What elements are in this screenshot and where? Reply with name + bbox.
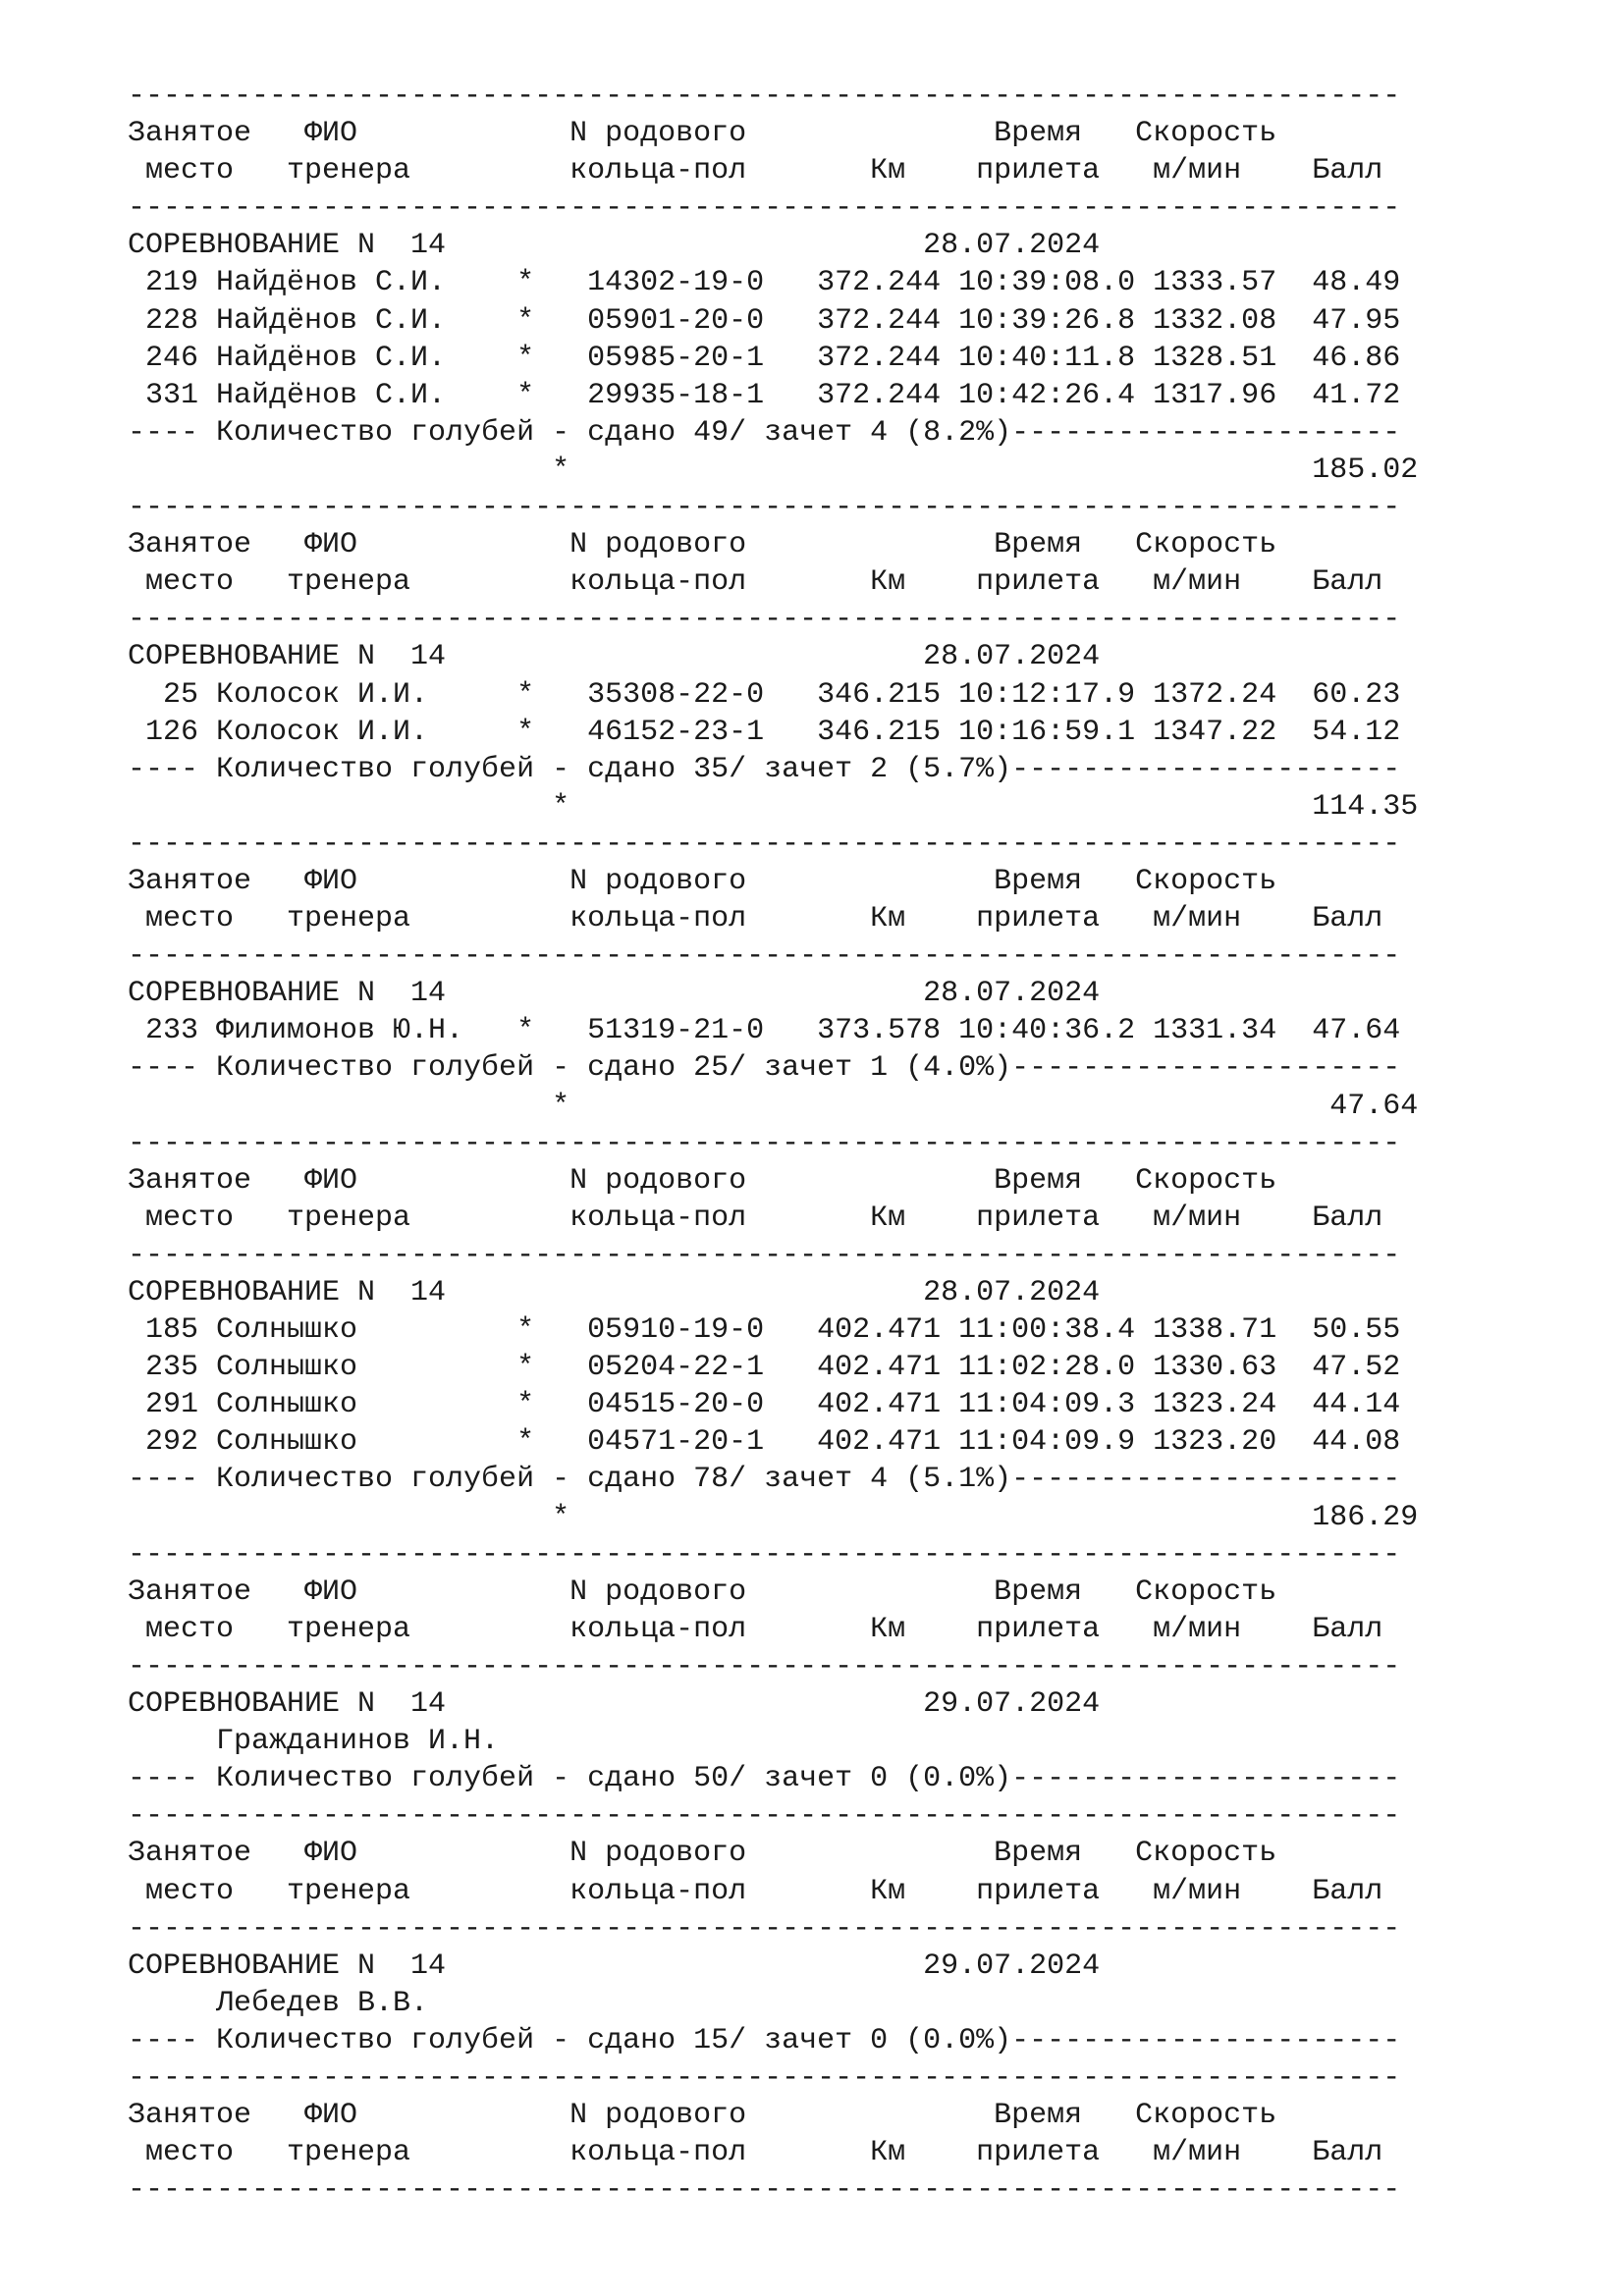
separator-line: ------------------------------------------------------------------------ bbox=[128, 191, 1401, 226]
separator-line: ------------------------------------------------------------------------ bbox=[128, 603, 1401, 637]
competition-results-report bbox=[128, 78, 1418, 2209]
column-header-row-1: Занятое ФИО N родового Время Скорость bbox=[128, 117, 1277, 151]
separator-line: ------------------------------------------------------------------------ bbox=[128, 1649, 1401, 1683]
separator-line: ------------------------------------------------------------------------ bbox=[128, 939, 1401, 974]
result-row: 126 Колосок И.И. * 46152-23-1 346.215 10:16:59.1 1347.22 54.12 bbox=[128, 715, 1401, 749]
summary-line: ---- Количество голубей - сдано 25/ зачет 1 (4.0%)---------------------- bbox=[128, 1051, 1401, 1086]
column-header-row-1: Занятое ФИО N родового Время Скорость bbox=[128, 528, 1277, 562]
competition-title: СОРЕВНОВАНИЕ N 14 29.07.2024 bbox=[128, 1949, 1101, 1983]
column-header-row-1: Занятое ФИО N родового Время Скорость bbox=[128, 1837, 1277, 1871]
column-header-row-2: место тренера кольца-пол Км прилета м/мин Балл bbox=[128, 1201, 1383, 1235]
separator-line: ------------------------------------------------------------------------ bbox=[128, 2173, 1401, 2208]
separator-line: ------------------------------------------------------------------------ bbox=[128, 1238, 1401, 1272]
column-header-row-1: Занятое ФИО N родового Время Скорость bbox=[128, 1163, 1277, 1198]
result-row: 331 Найдёнов С.И. * 29935-18-1 372.244 10:42:26.4 1317.96 41.72 bbox=[128, 378, 1401, 412]
column-header-row-2: место тренера кольца-пол Км прилета м/мин Балл bbox=[128, 1612, 1383, 1646]
column-header-row-1: Занятое ФИО N родового Время Скорость bbox=[128, 1575, 1277, 1609]
trainer-name: Гражданинов И.Н. bbox=[128, 1725, 500, 1759]
column-header-row-2: место тренера кольца-пол Км прилета м/мин Балл bbox=[128, 1874, 1383, 1908]
column-header-row-2: место тренера кольца-пол Км прилета м/мин Балл bbox=[128, 2136, 1383, 2170]
summary-line: ---- Количество голубей - сдано 50/ зачет 0 (0.0%)---------------------- bbox=[128, 1762, 1401, 1796]
competition-title: СОРЕВНОВАНИЕ N 14 29.07.2024 bbox=[128, 1687, 1101, 1722]
total-points-line: * 47.64 bbox=[128, 1089, 1419, 1123]
summary-line: ---- Количество голубей - сдано 78/ зачет 4 (5.1%)---------------------- bbox=[128, 1463, 1401, 1497]
result-row: 291 Солнышко * 04515-20-0 402.471 11:04:09.3 1323.24 44.14 bbox=[128, 1388, 1401, 1422]
summary-line: ---- Количество голубей - сдано 35/ зачет 2 (5.7%)---------------------- bbox=[128, 752, 1401, 786]
total-points-line: * 186.29 bbox=[128, 1500, 1419, 1534]
result-row: 292 Солнышко * 04571-20-1 402.471 11:04:09.9 1323.20 44.08 bbox=[128, 1425, 1401, 1460]
trainer-name: Лебедев В.В. bbox=[128, 1986, 429, 2020]
result-row: 233 Филимонов Ю.Н. * 51319-21-0 373.578 10:40:36.2 1331.34 47.64 bbox=[128, 1014, 1401, 1048]
summary-line: ---- Количество голубей - сдано 49/ зачет 4 (8.2%)---------------------- bbox=[128, 415, 1401, 450]
separator-line: ------------------------------------------------------------------------ bbox=[128, 491, 1401, 525]
separator-line: ------------------------------------------------------------------------ bbox=[128, 80, 1401, 113]
separator-line: ------------------------------------------------------------------------ bbox=[128, 1911, 1401, 1946]
competition-title: СОРЕВНОВАНИЕ N 14 28.07.2024 bbox=[128, 229, 1101, 263]
result-row: 246 Найдёнов С.И. * 05985-20-1 372.244 10:40:11.8 1328.51 46.86 bbox=[128, 341, 1401, 375]
summary-line: ---- Количество голубей - сдано 15/ зачет 0 (0.0%)---------------------- bbox=[128, 2023, 1401, 2057]
result-row: 185 Солнышко * 05910-19-0 402.471 11:00:38.4 1338.71 50.55 bbox=[128, 1313, 1401, 1348]
separator-line: ------------------------------------------------------------------------ bbox=[128, 1126, 1401, 1160]
competition-title: СОРЕВНОВАНИЕ N 14 28.07.2024 bbox=[128, 1276, 1101, 1309]
result-row: 219 Найдёнов С.И. * 14302-19-0 372.244 10:39:08.0 1333.57 48.49 bbox=[128, 266, 1401, 300]
column-header-row-2: место тренера кольца-пол Км прилета м/мин Балл bbox=[128, 902, 1383, 936]
column-header-row-1: Занятое ФИО N родового Время Скорость bbox=[128, 864, 1277, 898]
total-points-line: * 114.35 bbox=[128, 789, 1419, 824]
separator-line: ------------------------------------------------------------------------ bbox=[128, 1799, 1401, 1834]
result-row: 235 Солнышко * 05204-22-1 402.471 11:02:28.0 1330.63 47.52 bbox=[128, 1351, 1401, 1385]
competition-title: СОРЕВНОВАНИЕ N 14 28.07.2024 bbox=[128, 977, 1101, 1011]
column-header-row-2: место тренера кольца-пол Км прилета м/мин Балл bbox=[128, 154, 1383, 188]
result-row: 25 Колосок И.И. * 35308-22-0 346.215 10:12:17.9 1372.24 60.23 bbox=[128, 677, 1401, 712]
separator-line: ------------------------------------------------------------------------ bbox=[128, 2060, 1401, 2095]
separator-line: ------------------------------------------------------------------------ bbox=[128, 827, 1401, 861]
separator-line: ------------------------------------------------------------------------ bbox=[128, 1537, 1401, 1572]
column-header-row-2: место тренера кольца-пол Км прилета м/мин Балл bbox=[128, 565, 1383, 600]
result-row: 228 Найдёнов С.И. * 05901-20-0 372.244 10:39:26.8 1332.08 47.95 bbox=[128, 303, 1401, 338]
column-header-row-1: Занятое ФИО N родового Время Скорость bbox=[128, 2099, 1277, 2133]
competition-title: СОРЕВНОВАНИЕ N 14 28.07.2024 bbox=[128, 640, 1101, 674]
total-points-line: * 185.02 bbox=[128, 453, 1419, 487]
